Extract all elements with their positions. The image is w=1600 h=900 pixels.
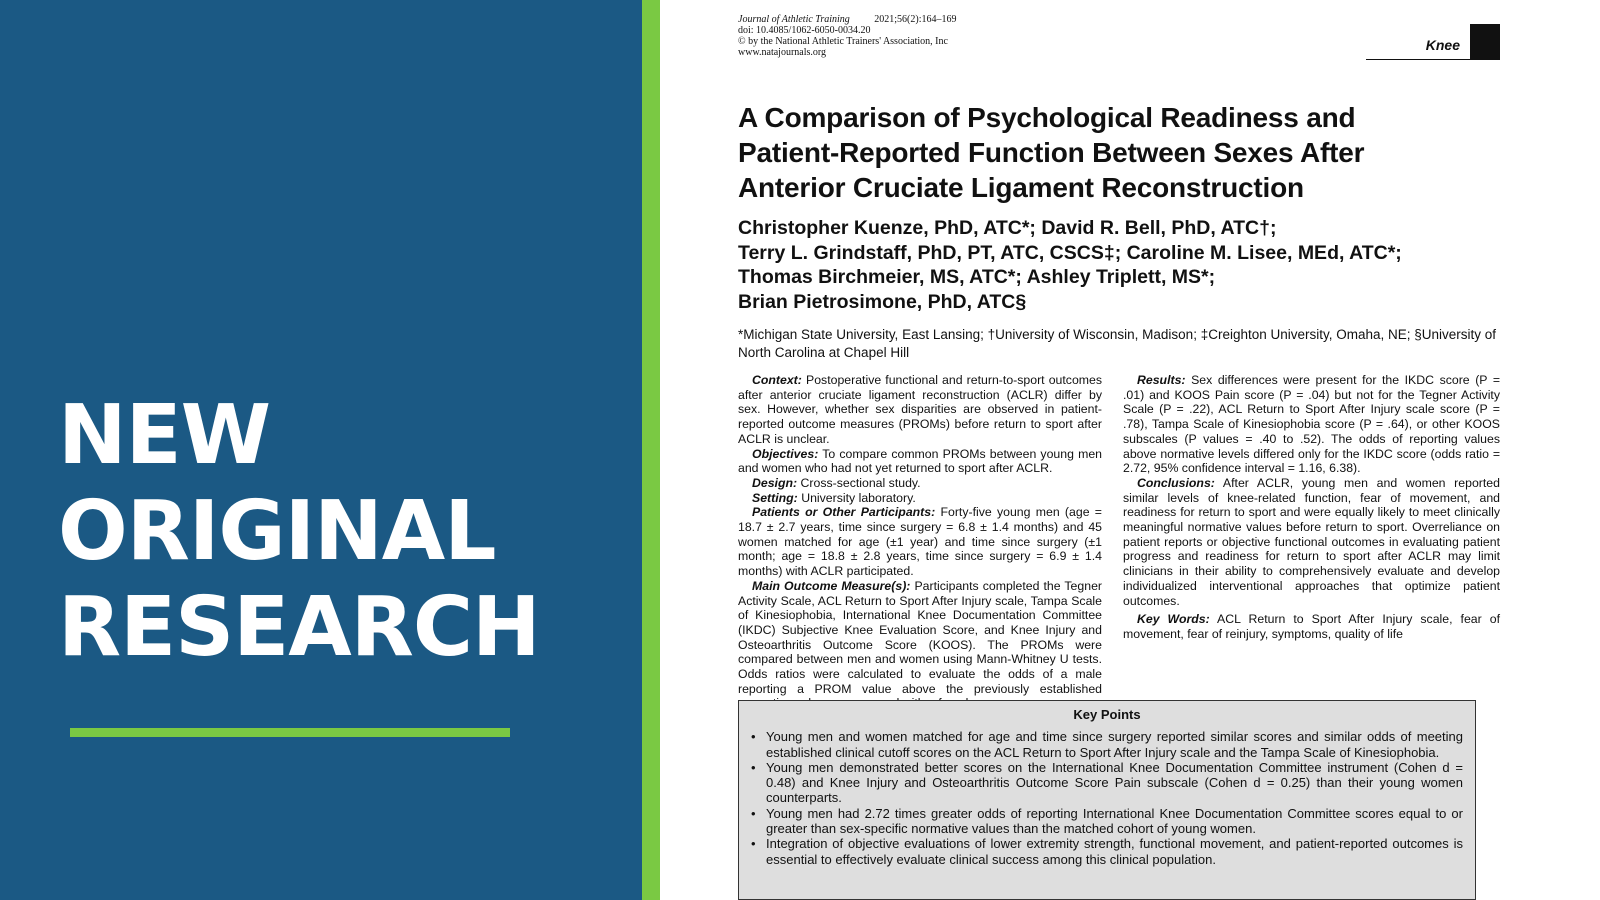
green-divider (642, 0, 660, 900)
banner-line-research: RESEARCH (58, 580, 540, 675)
author-line: Thomas Birchmeier, MS, ATC*; Ashley Triplett, MS*; (738, 266, 1216, 288)
key-points-list (751, 729, 1463, 867)
author-line: Christopher Kuenze, PhD, ATC*; David R. Bell, PhD, ATC†; (738, 217, 1277, 239)
abstract-measures: Main Outcome Measure(s): Participants completed the Tegner Activity Scale, ACL Return to Sport After Injury scale, Tampa Scale of Kinesiophobia, International Knee Documentation Committee (IKDC) Subjective Knee Evaluation Score, and Knee Injury and Osteoarthritis Outcome Score (KOOS). The PROMs were compared between men and women using Mann-Whitney U tests. Odds ratios were calculated to evaluate the odds of a male reporting a PROM value above the previously established (738, 578, 1103, 696)
abstract-setting: Setting: University laboratory. (752, 490, 916, 505)
abstract-design: Design: Cross-sectional study. (752, 475, 921, 490)
journal-website: www.natajournals.org (738, 47, 827, 58)
journal-info (738, 14, 956, 58)
abstract-patients: Patients or Other Participants: Forty-five young men (age = 18.7 ± 2.7 years, time since surgery = 6.8 ± 1.4 months) and 45 women matched for age (±1 year) and time since surgery (±1 month; age = 18.8 ± 2.8 years, time since surgery = 6.9 ± 1.4 months) with ACLR participated. (738, 505, 1102, 579)
author-line: Terry L. Grindstaff, PhD, PT, ATC, CSCS‡; Caroline M. Lisee, MEd, ATC*; (738, 241, 1402, 264)
key-point-item: • Young men and women matched for age and time since surgery reported similar scores and similar odds of meeting established clinical cutoff scores on the ACL Return to Sport After Injury scale and the Tampa Scale of Kinesiophobia. (751, 729, 1463, 760)
key-points-box (738, 700, 1476, 900)
authors (738, 216, 1518, 314)
key-point-item: • Young men had 2.72 times greater odds of reporting International Knee Documentation Committee scores equal to or greater than sex-specific normative values than the matched cohort of young women. (751, 806, 1463, 837)
section-label: Knee (1425, 37, 1460, 53)
banner-underline (70, 728, 510, 737)
key-point-item: • Integration of objective evaluations of lower extremity strength, functional movement, and patient-reported outcomes is essential to effectively evaluate clinical success among this clinical population. (751, 836, 1463, 867)
affiliations: *Michigan State University, East Lansing; †University of Wisconsin, Madison; ‡Creighton University, Omaha, NE; §University of North Carolina at Chapel Hill (738, 327, 1497, 360)
doi: doi: 10.4085/1062-6050-0034.20 (738, 25, 871, 36)
section-block (1470, 24, 1500, 60)
journal-volume: 2021;56(2):164–169 (874, 14, 957, 25)
banner-panel (0, 0, 642, 900)
banner-title (58, 388, 540, 676)
abstract-keywords: Key Words: ACL Return to Sport After Injury scale, fear of movement, fear of reinjury, symptoms, quality of life (1123, 612, 1500, 641)
section-tag (1366, 24, 1500, 60)
paper-title: A Comparison of Psychological Readiness and Patient-Reported Function Between Sexes After Anterior Cruciate Ligament Reconstruction (738, 102, 1365, 203)
journal-name: Journal of Athletic Training (738, 14, 850, 25)
copyright: © by the National Athletic Trainers' Association, Inc (738, 36, 948, 47)
abstract-conclusions: Conclusions: After ACLR, young men and women reported similar levels of knee-related function, fear of movement, and readiness for return to sport and were equally likely to meet clinically meaningful normative values before return to sport. Overreliance on patient reports or objective functional outcomes in evaluating patient progress and readiness for return to sport after ACLR may limit clinicians in their ability to comprehensively evaluate and develop individualized interventional approaches that optimize patient outcomes. (1123, 475, 1500, 608)
key-point-item: • Young men demonstrated better scores on the International Knee Documentation Committee instrument (Cohen d = 0.48) and Knee Injury and Osteoarthritis Outcome Score Pain subscale (Cohen d = 0.25) than their young women counterparts. (751, 760, 1463, 806)
banner-line-new: NEW (58, 388, 271, 483)
key-points-title: Key Points (1073, 707, 1141, 722)
abstract-column-left (738, 373, 1102, 711)
abstract-objectives: Objectives: To compare common PROMs between young men and women who had not yet returned to sport after ACLR. (738, 446, 1102, 476)
abstract-results: Results: Sex differences were present for the IKDC score (P = .01) and KOOS Pain score (P = .04) but not for the Tegner Activity Scale (P = .22), ACL Return to Sport After Injury scale score (P = .78), Tampa Scale of Kinesiophobia score (P = .64), or other KOOS subscales (P values = .40 to .52). The odds of reporting values above normative levels differed only for the IKDC score (odds ratio = 2.72, 95% confidence interval = 1.16, 6.38). (1123, 373, 1501, 476)
abstract-context: Context: Postoperative functional and return-to-sport outcomes after anterior cruciate ligament reconstruction (ACLR) differ by sex. However, whether sex disparities are observed in patient-reported outcome measures (PROMs) before return to sport after ACLR is unclear. (738, 373, 1103, 446)
paper-page (660, 0, 1600, 900)
banner-line-original: ORIGINAL (58, 484, 496, 579)
author-line: Brian Pietrosimone, PhD, ATC§ (738, 290, 1027, 313)
abstract-column-right (1123, 373, 1500, 642)
